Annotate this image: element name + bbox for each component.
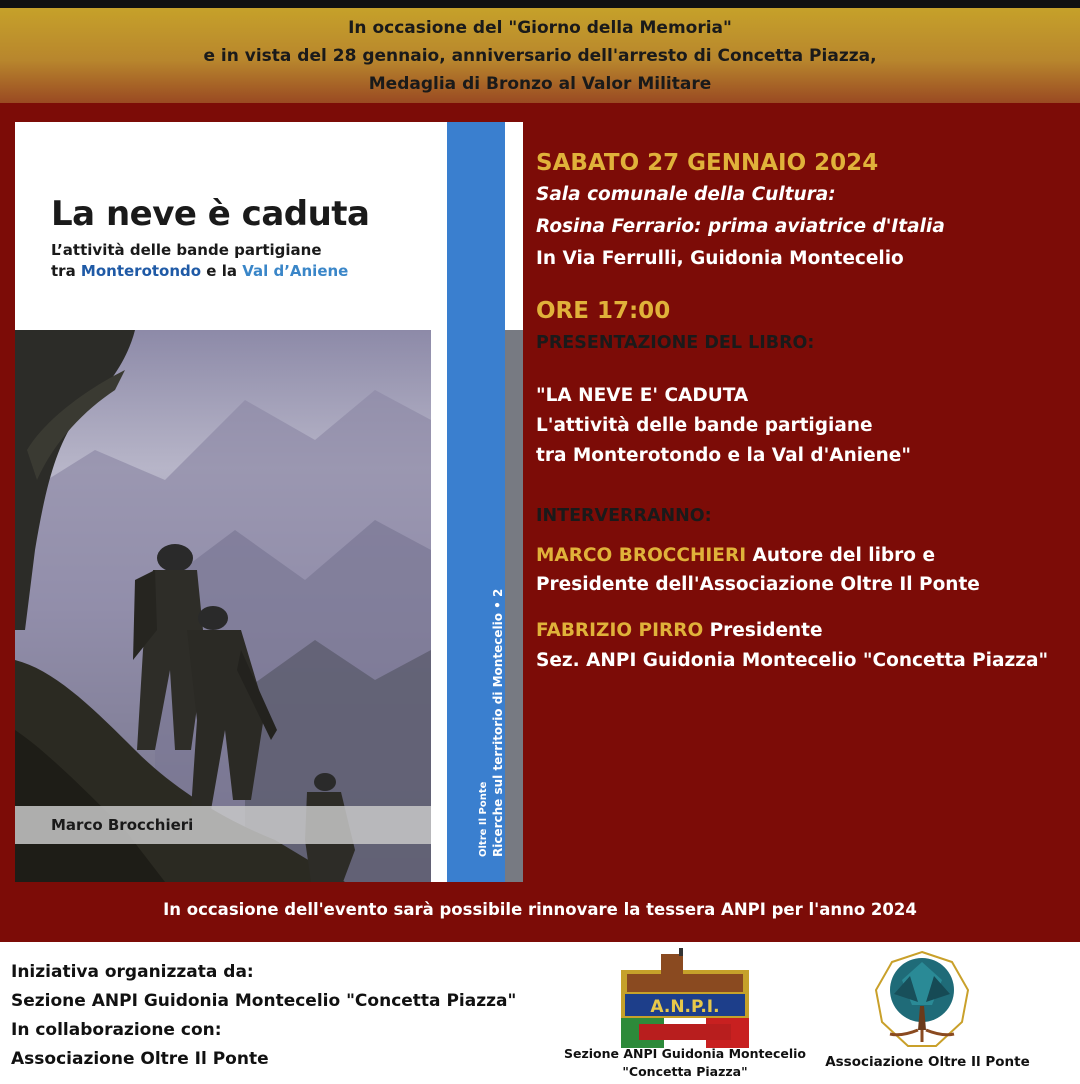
venue-line-2: Rosina Ferrario: prima aviatrice d'Italia — [536, 216, 945, 237]
spine-white-strip — [505, 122, 523, 330]
organizers-line-1: Iniziativa organizzata da: — [11, 962, 254, 982]
top-border — [0, 0, 1080, 8]
spine-photo-strip — [505, 330, 523, 882]
spine-publisher: Oltre Il Ponte — [478, 781, 489, 857]
speaker-2 — [536, 620, 823, 641]
book-subtitle-line-2 — [51, 261, 348, 282]
organizers-line-4: Associazione Oltre Il Ponte — [11, 1049, 269, 1069]
anpi-caption-2: "Concetta Piazza" — [622, 1064, 748, 1079]
book-title: La neve è caduta — [51, 194, 370, 234]
book-line-3: tra Monterotondo e la Val d'Aniene" — [536, 445, 911, 466]
header-banner — [0, 8, 1080, 103]
event-date: SABATO 27 GENNAIO 2024 — [536, 150, 879, 176]
subtitle-place-2: Val d’Aniene — [242, 262, 349, 280]
anpi-caption-1: Sezione ANPI Guidonia Montecelio — [563, 1046, 807, 1061]
anpi-logo-text: A.N.P.I. — [650, 997, 720, 1017]
subtitle-tra: tra — [51, 262, 81, 280]
oltre-logo — [872, 950, 972, 1050]
book-line-2: L'attività delle bande partigiane — [536, 415, 873, 436]
event-time: ORE 17:00 — [536, 298, 671, 324]
presentation-label: PRESENTAZIONE DEL LIBRO: — [536, 333, 815, 353]
speaker-2-role-2: Sez. ANPI Guidonia Montecelio "Concetta Piazza" — [536, 650, 1049, 671]
cover-photo — [15, 330, 431, 882]
spine-text — [476, 589, 506, 857]
subtitle-place-1: Monterotondo — [80, 262, 202, 280]
oltre-caption: Associazione Oltre Il Ponte — [825, 1054, 1030, 1070]
organizers-line-3: In collaborazione con: — [11, 1020, 222, 1040]
book-line-1: "LA NEVE E' CADUTA — [536, 385, 749, 406]
speaker-1 — [536, 545, 935, 566]
book-subtitle — [51, 240, 348, 282]
tree-emblem-icon — [872, 950, 972, 1050]
speakers-label: INTERVERRANNO: — [536, 506, 712, 526]
organizers-line-2: Sezione ANPI Guidonia Montecelio "Concetta Piazza" — [11, 991, 517, 1011]
anpi-logo — [621, 948, 749, 1048]
header-line-1: In occasione del "Giorno della Memoria" — [348, 18, 732, 38]
book-author: Marco Brocchieri — [51, 816, 194, 834]
speaker-2-role: Presidente — [703, 620, 823, 641]
membership-note: In occasione dell'evento sarà possibile rinnovare la tessera ANPI per l'anno 2024 — [163, 900, 917, 919]
speaker-1-role-2: Presidente dell'Associazione Oltre Il Ponte — [536, 574, 980, 595]
venue-line-1: Sala comunale della Cultura: — [536, 184, 836, 205]
anpi-emblem-icon — [621, 948, 749, 1048]
subtitle-e-la: e la — [201, 262, 243, 280]
header-line-3: Medaglia di Bronzo al Valor Militare — [368, 74, 712, 94]
speaker-1-name: MARCO BROCCHIERI — [536, 545, 747, 566]
spine-series: Ricerche sul territorio di Montecelio • 2 — [491, 588, 505, 857]
partisans-illustration — [15, 330, 431, 882]
header-line-2: e in vista del 28 gennaio, anniversario dell'arresto di Concetta Piazza, — [203, 46, 877, 66]
speaker-2-name: FABRIZIO PIRRO — [536, 620, 704, 641]
speaker-1-role: Autore del libro e — [746, 545, 935, 566]
book-subtitle-line-1: L’attività delle bande partigiane — [51, 241, 322, 259]
event-address: In Via Ferrulli, Guidonia Montecelio — [536, 248, 904, 269]
book-cover — [15, 122, 523, 882]
